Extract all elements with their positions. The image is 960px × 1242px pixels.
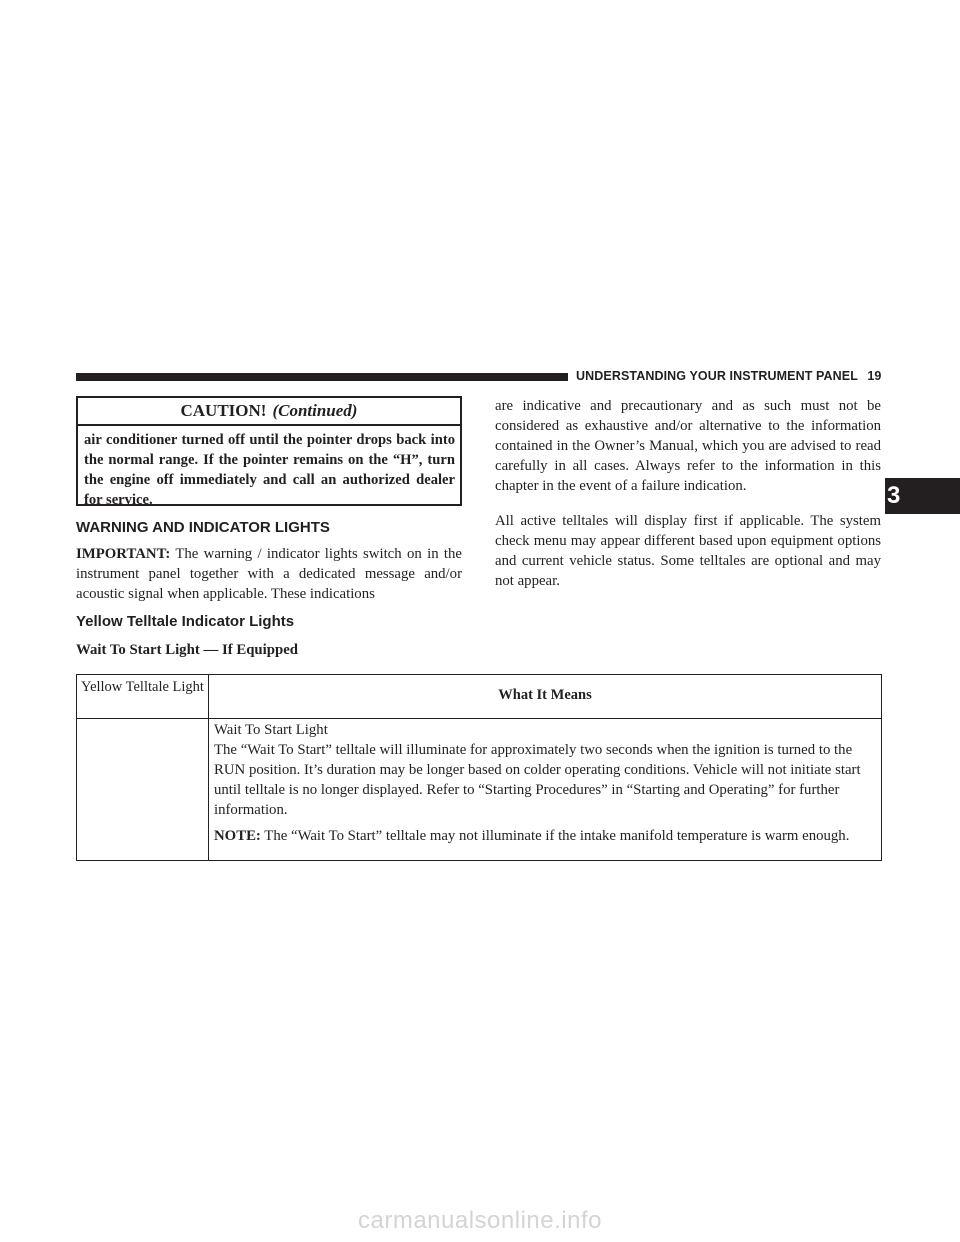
page-number: 19 (867, 369, 882, 383)
section-heading: WARNING AND INDICATOR LIGHTS (76, 519, 330, 536)
caution-continued: (Continued) (272, 401, 358, 420)
right-paragraph-1: are indicative and precautionary and as such must not be considered as exhaustive and/or alternative to the information contained in the Owner’s Manual, which you are advised to read carefully in all cases. Always refer to the information in this chapter in the event of a failure indication. (495, 398, 881, 494)
telltale-table (76, 674, 882, 861)
caution-label: CAUTION! (180, 401, 267, 420)
important-text: The warning / indicator lights switch on in the instrument panel together with a dedicated message and/or acoustic signal when applicable. These indications (76, 546, 462, 602)
table-header-meaning: What It Means (498, 687, 592, 703)
table-header-light: Yellow Telltale Light (81, 679, 204, 695)
right-paragraph-2: All active telltales will display first if applicable. The system check menu may appear different based upon equipment options and current vehicle status. Some telltales are optional and may not appear. (495, 513, 881, 589)
important-paragraph (76, 544, 462, 604)
header-rule (76, 373, 568, 381)
chapter-tab: 3 (885, 478, 960, 514)
watermark: carmanualsonline.info (358, 1207, 602, 1234)
row-title: Wait To Start Light (214, 722, 328, 738)
table-row (214, 720, 874, 846)
light-heading: Wait To Start Light — If Equipped (76, 642, 299, 658)
row-description: The “Wait To Start” telltale will illuminate for approximately two seconds when the ignition is turned to the RUN position. It’s duration may be longer based on colder operating conditions. Vehicle will not initiate start until telltale is no longer displayed. Refer to “Starting Procedures” in “Starting and Operating” for further information. (214, 742, 861, 818)
note-label: NOTE: (214, 828, 261, 844)
section-title: UNDERSTANDING YOUR INSTRUMENT PANEL (576, 369, 858, 383)
note-text: The “Wait To Start” telltale may not illuminate if the intake manifold temperature is warm enough. (260, 828, 850, 844)
caution-box (76, 396, 462, 506)
important-label: IMPORTANT: (76, 546, 171, 562)
subsection-heading: Yellow Telltale Indicator Lights (76, 613, 295, 630)
caution-header (78, 398, 460, 426)
row-note (214, 826, 874, 846)
running-header (576, 369, 881, 383)
caution-text: air conditioner turned off until the pointer drops back into the normal range. If the pointer remains on the “H”, turn the engine off immediately and call an authorized dealer for service. (84, 432, 455, 508)
